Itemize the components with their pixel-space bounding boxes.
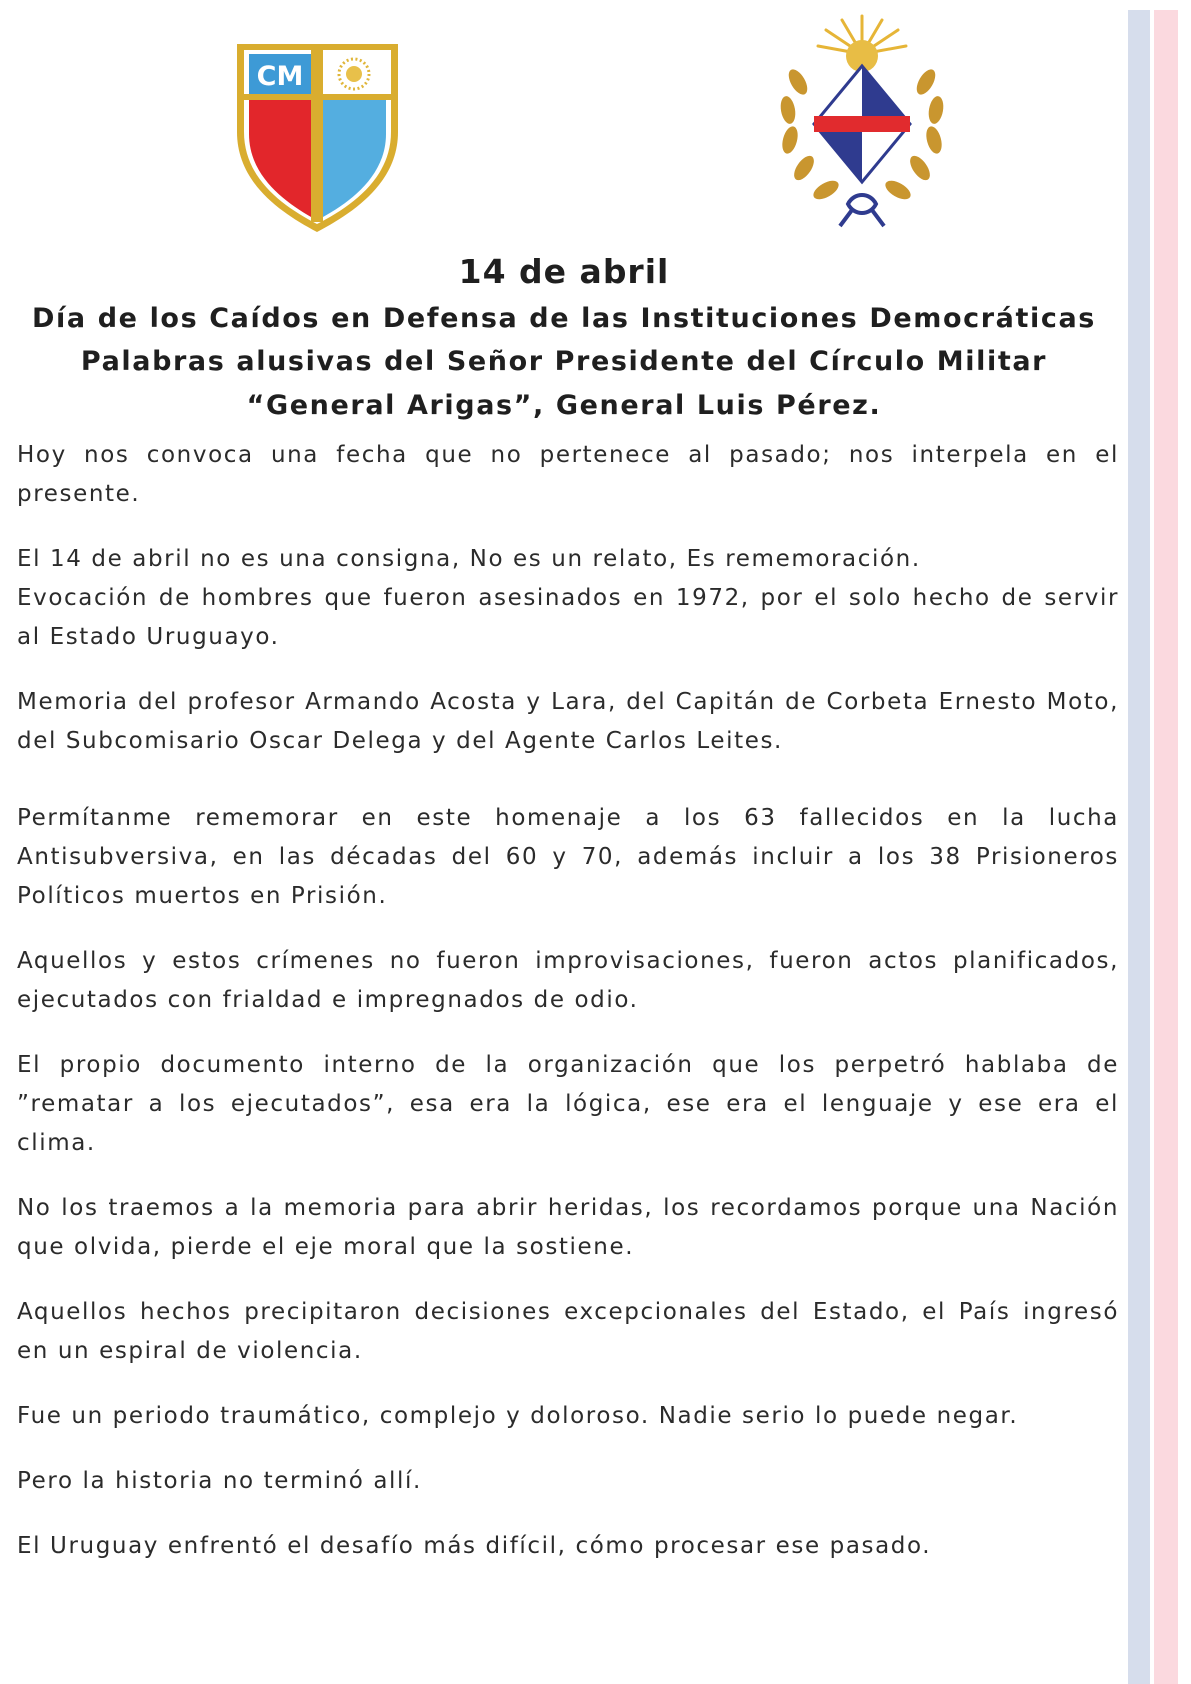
speaker-name: “General Arigas”, General Luis Pérez. — [246, 390, 882, 421]
paragraph: Permítanme rememorar en este homenaje a los 63 fallecidos en la lucha Antisubversiva, en las décadas del 60 y 70, además incluir a los 38 Prisioneros Políticos muertos en Prisión. — [17, 805, 1119, 909]
paragraph: Aquellos hechos precipitaron decisiones excepcionales del Estado, el País ingresó en un espiral de violencia. — [17, 1299, 1119, 1364]
paragraph: El 14 de abril no es una consigna, No es un relato, Es rememoración. — [17, 546, 921, 572]
paragraph: Pero la historia no terminó allí. — [17, 1468, 422, 1494]
paragraph: No los traemos a la memoria para abrir heridas, los recordamos porque una Nación que olvida, pierde el eje moral que la sostiene. — [17, 1195, 1119, 1260]
date-heading: 14 de abril — [458, 252, 670, 291]
paragraph: Hoy nos convoca una fecha que no pertenece al pasado; nos interpela en el presente. — [17, 442, 1119, 507]
shield-monogram: CM — [256, 61, 304, 92]
speech-subtitle: Palabras alusivas del Señor Presidente del Círculo Militar — [80, 346, 1048, 377]
event-title: Día de los Caídos en Defensa de las Instituciones Democráticas — [32, 303, 1096, 334]
paragraph: Aquellos y estos crímenes no fueron improvisaciones, fueron actos planificados, ejecutados con frialdad e impregnados de odio. — [17, 948, 1119, 1013]
paragraph: Evocación de hombres que fueron asesinados en 1972, por el solo hecho de servir al Estado Uruguayo. — [17, 585, 1119, 650]
general-artigas-emblem-logo — [768, 12, 956, 232]
speech-body — [17, 436, 1119, 1566]
paragraph: El propio documento interno de la organización que los perpetró hablaba de ”rematar a los ejecutados”, esa era la lógica, ese era el lenguaje y ese era el clima. — [17, 1052, 1119, 1156]
circulo-militar-shield-logo — [235, 42, 400, 234]
side-stripe-blue — [1128, 10, 1150, 1684]
ribbon-icon — [840, 195, 884, 226]
paragraph: El Uruguay enfrentó el desafío más difícil, cómo procesar ese pasado. — [17, 1533, 932, 1559]
emblem-diamond — [814, 66, 910, 182]
paragraph: Memoria del profesor Armando Acosta y Lara, del Capitán de Corbeta Ernesto Moto, del Subcomisario Oscar Delega y del Agente Carlos Leites. — [17, 689, 1119, 754]
side-stripe-red — [1154, 10, 1178, 1684]
paragraph: Fue un periodo traumático, complejo y doloroso. Nadie serio lo puede negar. — [17, 1403, 1019, 1429]
